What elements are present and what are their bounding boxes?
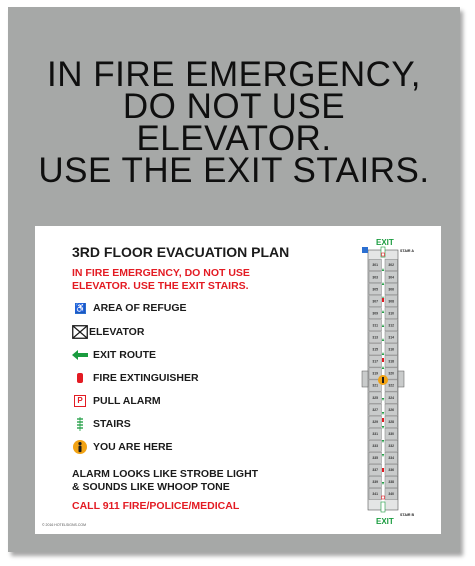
stair-a-label: STAIR A <box>400 249 414 253</box>
room-number: 308 <box>388 299 395 304</box>
stair-b <box>381 502 385 512</box>
plan-warning <box>72 267 250 293</box>
floor-plan-map <box>349 238 439 528</box>
stairs-icon <box>72 416 88 432</box>
room-number: 319 <box>372 371 379 376</box>
legend-item-elevator <box>72 324 144 340</box>
headline-line: DO NOT USE <box>122 87 346 126</box>
room-number: 311 <box>372 323 378 328</box>
room-number: 326 <box>388 407 395 412</box>
room-number: 335 <box>372 456 379 461</box>
fire-extinguisher-marker <box>382 468 384 472</box>
room-number: 313 <box>372 335 379 340</box>
room-number: 327 <box>372 407 379 412</box>
exit-top-label: EXIT <box>376 238 394 247</box>
warning-line: IN FIRE EMERGENCY, DO NOT USE <box>72 267 250 279</box>
room-number: 310 <box>388 311 395 316</box>
evacuation-sign <box>8 7 460 552</box>
legend-item-pull-alarm <box>72 393 161 409</box>
arrow-left-icon <box>72 347 88 363</box>
room-number: 340 <box>388 492 395 497</box>
room-number: 337 <box>372 468 379 473</box>
fire-extinguisher-marker <box>382 418 384 422</box>
room-number: 306 <box>388 287 395 292</box>
room-number: 330 <box>388 431 395 436</box>
room-number: 339 <box>372 480 379 485</box>
plan-title: 3RD FLOOR EVACUATION PLAN <box>72 244 290 260</box>
room-number: 302 <box>388 263 395 268</box>
legend-label: EXIT ROUTE <box>93 349 157 361</box>
fire-extinguisher-marker <box>382 358 384 362</box>
room-number: 309 <box>372 311 379 316</box>
legend-item-area-of-refuge <box>72 300 187 316</box>
room-number: 336 <box>388 468 395 473</box>
elevator-block <box>362 371 368 387</box>
room-number: 312 <box>388 323 395 328</box>
stair-b-label: STAIR B <box>400 513 415 517</box>
headline-line: USE THE EXIT STAIRS. <box>38 151 430 190</box>
legend-item-stairs <box>72 416 131 432</box>
alarm-line: & SOUNDS LIKE WHOOP TONE <box>72 481 230 493</box>
person-icon <box>72 439 88 455</box>
room-number: 305 <box>372 287 379 292</box>
legend-item-exit-route <box>72 347 156 363</box>
legend-item-you-are-here <box>72 439 173 455</box>
room-number: 331 <box>372 431 379 436</box>
room-number: 315 <box>372 347 379 352</box>
fire-extinguisher-icon <box>72 370 88 386</box>
emergency-call-text: CALL 911 FIRE/POLICE/MEDICAL <box>72 500 240 512</box>
room-number: 341 <box>372 492 379 497</box>
pull-alarm-icon: P <box>72 393 88 409</box>
room-number: 329 <box>372 419 379 424</box>
legend-label: AREA OF REFUGE <box>93 302 187 314</box>
room-number: 334 <box>388 456 395 461</box>
room-number: 316 <box>388 347 395 352</box>
pull-alarm-marker <box>382 496 385 499</box>
legend-label: STAIRS <box>93 418 131 430</box>
room-number: 338 <box>388 480 395 485</box>
room-number: 328 <box>388 419 395 424</box>
legend-label: PULL ALARM <box>93 395 161 407</box>
room-number: 325 <box>372 395 379 400</box>
room-number: 332 <box>388 443 395 448</box>
alarm-description <box>72 468 258 494</box>
room-number: 314 <box>388 335 395 340</box>
legend-item-fire-extinguisher <box>72 370 199 386</box>
fire-extinguisher-marker <box>382 298 384 302</box>
fire-emergency-headline <box>8 55 460 190</box>
headline-line: ELEVATOR. <box>136 119 332 158</box>
exit-bottom-label: EXIT <box>376 517 394 526</box>
room-number: 333 <box>372 443 379 448</box>
copyright-text: © 2016 HOTELSIGNS.COM <box>42 523 87 527</box>
room-number: 304 <box>388 275 395 280</box>
elevator-icon <box>72 324 88 340</box>
room-number: 320 <box>388 371 395 376</box>
room-number: 303 <box>372 275 379 280</box>
evacuation-plan-panel <box>35 226 441 534</box>
you-are-here-figure <box>382 377 384 383</box>
warning-line: ELEVATOR. USE THE EXIT STAIRS. <box>72 280 249 292</box>
legend-label: YOU ARE HERE <box>93 441 173 453</box>
pull-alarm-marker <box>382 253 385 256</box>
alarm-line: ALARM LOOKS LIKE STROBE LIGHT <box>72 468 259 480</box>
elevator-block <box>398 371 404 387</box>
room-number: 301 <box>372 263 379 268</box>
room-number: 321 <box>372 383 379 388</box>
room-number: 317 <box>372 359 379 364</box>
legend-label: ELEVATOR <box>89 326 145 338</box>
room-number: 324 <box>388 395 395 400</box>
area-of-refuge-marker <box>362 247 368 253</box>
wheelchair-icon: ♿ <box>74 302 86 313</box>
room-number: 322 <box>388 383 395 388</box>
room-number: 307 <box>372 299 379 304</box>
legend-label: FIRE EXTINGUISHER <box>93 372 199 384</box>
headline-line: IN FIRE EMERGENCY, <box>47 55 421 94</box>
room-number: 318 <box>388 359 395 364</box>
